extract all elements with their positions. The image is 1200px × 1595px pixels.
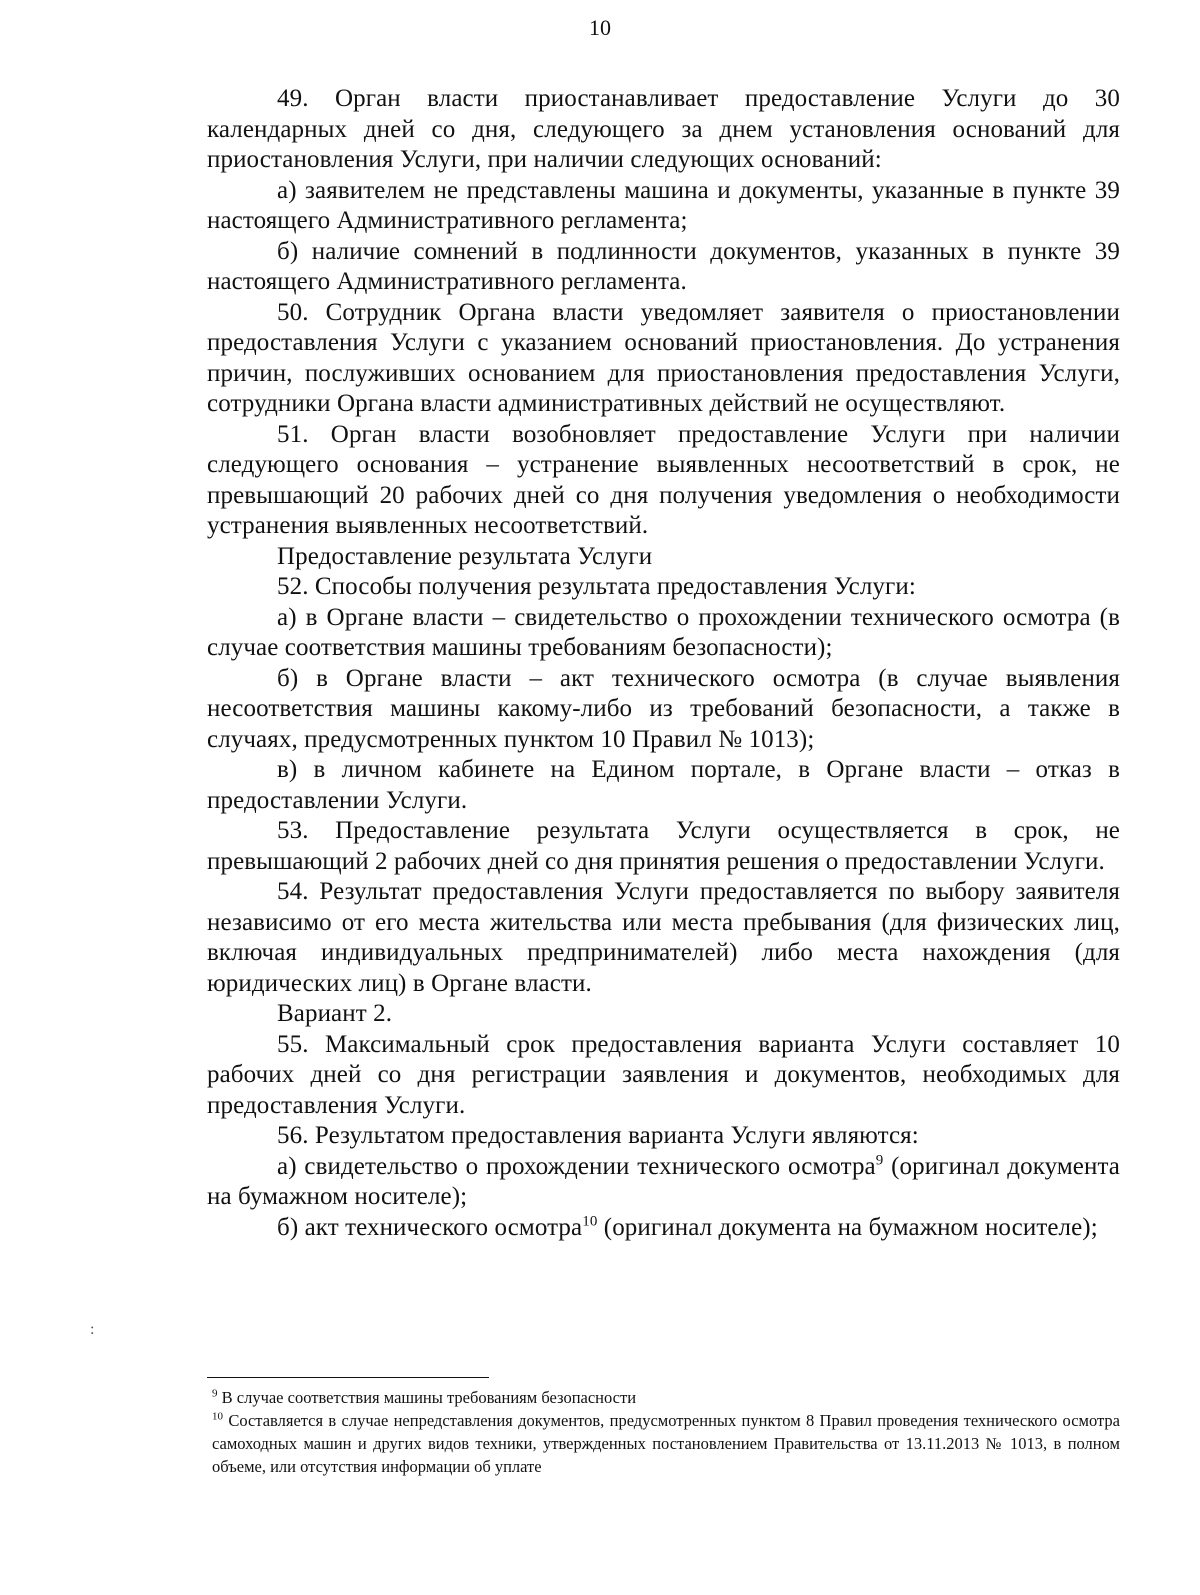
- footnote-9: [212, 1386, 1120, 1409]
- footnote-10-mark: 10: [212, 1410, 223, 1423]
- paragraph-56-item-b-text: б) акт технического осмотра: [277, 1213, 583, 1241]
- paragraph-50: 50. Сотрудник Органа власти уведомляет заявителя о приостановлении предоставления Услуги с указанием оснований приостановления. До устранения причин, послуживших основанием для приостановления предоставления Услуги, сотрудники Органа власти административных действий не осуществляют.: [207, 298, 1120, 417]
- paragraph-49: 49. Орган власти приостанавливает предоставление Услуги до 30 календарных дней со дня, следующего за днем установления оснований для приостановления Услуги, при наличии следующих оснований:: [207, 85, 1120, 173]
- paragraph-56-item-a-text: а) свидетельство о прохождении технического осмотра: [277, 1152, 876, 1180]
- footnote-10-text: Составляется в случае непредставления документов, предусмотренных пунктом 8 Правил проведения технического осмотра самоходных машин и других видов техники, утвержденных постановлением Правительства от 13.11.2013 № 1013, в полном объеме, или отсутствия информации об уплате: [212, 1411, 1120, 1476]
- paragraph-56-item-b-tail: (оригинал документа на бумажном носителе);: [597, 1213, 1098, 1241]
- paragraph-56-item-b: [207, 1213, 1120, 1244]
- footnote-ref-9: 9: [875, 1152, 884, 1169]
- paragraph-49-item-a: а) заявителем не представлены машина и документы, указанные в пункте 39 настоящего Административного регламента;: [207, 176, 1120, 234]
- paragraph-49-item-b: б) наличие сомнений в подлинности документов, указанных в пункте 39 настоящего Административного регламента.: [207, 237, 1120, 295]
- paragraph-52: 52. Способы получения результата предоставления Услуги:: [277, 573, 916, 600]
- paragraph-56-item-a-tail: (оригинал документа на бумажном носителе);: [207, 1152, 1121, 1210]
- footnote-10: [212, 1409, 1120, 1478]
- paragraph-51: 51. Орган власти возобновляет предоставление Услуги при наличии следующего основания – устранение выявленных несоответствий в срок, не превышающий 20 рабочих дней со дня получения уведомления о необходимости устранения выявленных несоответствий.: [207, 420, 1120, 539]
- paragraph-56-item-a: [207, 1152, 1120, 1213]
- paragraph-56: 56. Результатом предоставления варианта Услуги являются:: [277, 1122, 919, 1149]
- footnote-9-mark: 9: [212, 1387, 218, 1400]
- footnote-9-text: В случае соответствия машины требованиям безопасности: [217, 1388, 637, 1407]
- paragraph-54: 54. Результат предоставления Услуги предоставляется по выбору заявителя независимо от его места жительства или места пребывания (для физических лиц, включая индивидуальных предпринимателей) либо места нахождения (для юридических лиц) в Органе власти.: [207, 878, 1120, 997]
- paragraph-52-item-v: в) в личном кабинете на Едином портале, в Органе власти – отказ в предоставлении Услуги.: [207, 756, 1120, 814]
- footnotes: [212, 1386, 1120, 1478]
- page-number: 10: [589, 15, 611, 40]
- paragraph-53: 53. Предоставление результата Услуги осуществляется в срок, не превышающий 2 рабочих дней со дня принятия решения о предоставлении Услуги.: [207, 817, 1120, 875]
- paragraph-52-item-a: а) в Органе власти – свидетельство о прохождении технического осмотра (в случае соответствия машины требованиям безопасности);: [207, 603, 1120, 661]
- document-body: [207, 84, 1120, 1243]
- margin-mark: :: [90, 1321, 95, 1338]
- section-heading-variant-2: Вариант 2.: [277, 1000, 393, 1027]
- paragraph-55: 55. Максимальный срок предоставления варианта Услуги составляет 10 рабочих дней со дня регистрации заявления и документов, необходимых для предоставления Услуги.: [207, 1030, 1120, 1119]
- footnote-separator: [207, 1377, 489, 1378]
- section-heading-result: Предоставление результата Услуги: [277, 542, 653, 570]
- footnote-ref-10: 10: [582, 1213, 598, 1230]
- paragraph-52-item-b: б) в Органе власти – акт технического осмотра (в случае выявления несоответствия машины какому-либо из требований безопасности, а также в случаях, предусмотренных пунктом 10 Правил № 1013);: [207, 664, 1120, 753]
